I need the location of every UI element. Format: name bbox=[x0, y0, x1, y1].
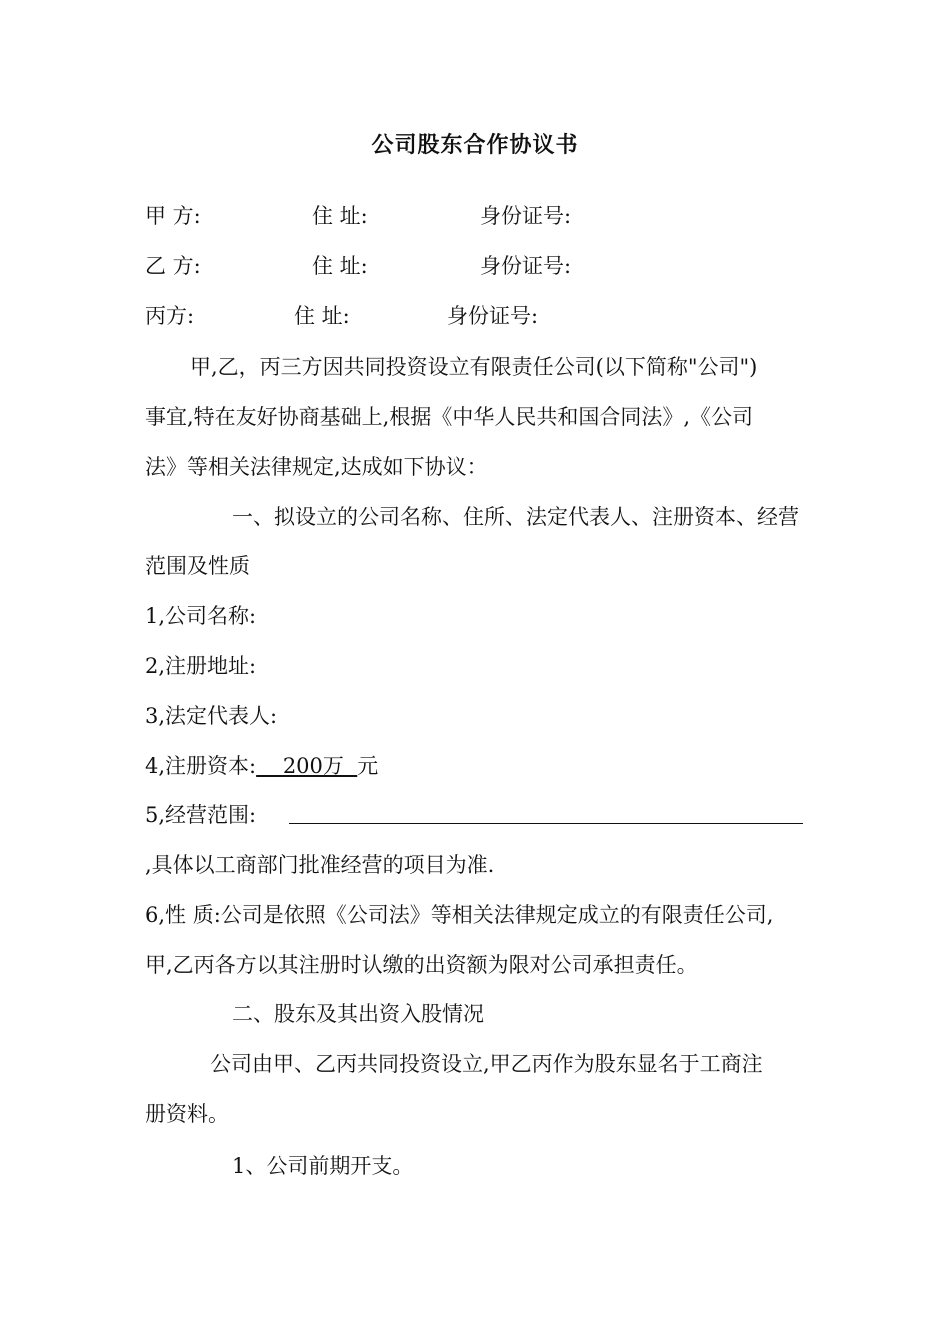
party-row-bing bbox=[0, 302, 950, 330]
business-scope-blank-line bbox=[289, 823, 803, 824]
party-label: 乙 方: bbox=[145, 254, 201, 278]
party-row-jia bbox=[0, 202, 950, 230]
party-label: 甲 方: bbox=[145, 204, 201, 228]
item-registered-capital bbox=[145, 752, 378, 780]
item-legal-representative: 3,法定代表人: bbox=[145, 704, 278, 728]
capital-value: 200万 bbox=[256, 754, 358, 778]
item-registered-address: 2,注册地址: bbox=[145, 654, 257, 678]
item-business-scope: 5,经营范围: bbox=[145, 803, 257, 827]
section2-heading: 二、股东及其出资入股情况 bbox=[232, 1002, 484, 1026]
item-company-name: 1,公司名称: bbox=[145, 604, 257, 628]
section2-item-1: 1、公司前期开支。 bbox=[232, 1154, 414, 1178]
section2-para-line-2: 册资料。 bbox=[145, 1102, 229, 1126]
address-label: 住 址: bbox=[312, 254, 368, 278]
address-label: 住 址: bbox=[312, 204, 368, 228]
party-row-yi bbox=[0, 252, 950, 280]
section2-para-line-1: 公司由甲、乙丙共同投资设立,甲乙丙作为股东显名于工商注 bbox=[210, 1052, 763, 1076]
id-label: 身份证号: bbox=[480, 204, 572, 228]
intro-line-2: 事宜,特在友好协商基础上,根据《中华人民共和国合同法》,《公司 bbox=[145, 405, 754, 429]
address-label: 住 址: bbox=[294, 304, 350, 328]
intro-line-3: 法》等相关法律规定,达成如下协议： bbox=[145, 455, 488, 479]
item-nature-line-2: 甲,乙丙各方以其注册时认缴的出资额为限对公司承担责任。 bbox=[145, 953, 698, 977]
capital-unit: 元 bbox=[357, 754, 379, 778]
section1-heading-cont: 范围及性质 bbox=[145, 554, 250, 578]
item-nature-line-1: 6,性 质:公司是依照《公司法》等相关法律规定成立的有限责任公司, bbox=[145, 903, 774, 927]
business-scope-note: ,具体以工商部门批准经营的项目为准. bbox=[145, 853, 495, 877]
party-label: 丙方: bbox=[145, 304, 195, 328]
capital-label: 4,注册资本: bbox=[145, 754, 257, 778]
id-label: 身份证号: bbox=[447, 304, 539, 328]
id-label: 身份证号: bbox=[480, 254, 572, 278]
intro-line-1: 甲,乙，丙三方因共同投资设立有限责任公司(以下简称"公司") bbox=[190, 355, 758, 379]
section1-heading: 一、拟设立的公司名称、住所、法定代表人、注册资本、经营 bbox=[232, 505, 799, 529]
document-title: 公司股东合作协议书 bbox=[371, 133, 579, 158]
